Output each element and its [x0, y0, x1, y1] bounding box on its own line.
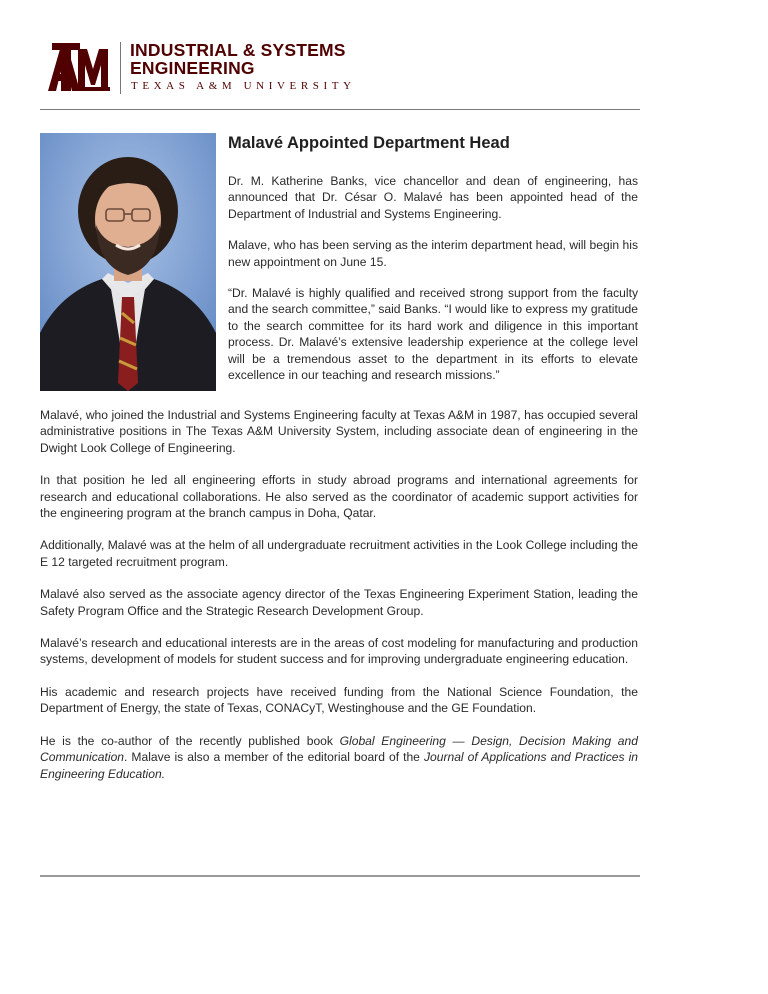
closing-text-part2: . Malave is also a member of the editorial board of the: [124, 750, 424, 765]
article-body: [40, 407, 638, 798]
portrait-image: [40, 133, 216, 391]
portrait-photo: [40, 133, 216, 391]
body-paragraph: In that position he led all engineering efforts in study abroad programs and international agreements for research and educational collaborations. He also served as the coordinator of academic support activities for the engineering program at the branch campus in Doha, Qatar.: [40, 473, 638, 521]
article-title: Malavé Appointed Department Head: [228, 134, 510, 152]
body-paragraph: Additionally, Malavé was at the helm of all undergraduate recruitment activities in the Look College including the E 12 targeted recruitment program.: [40, 538, 638, 569]
page-header: [40, 40, 640, 96]
department-name-line2: ENGINEERING: [130, 58, 255, 78]
intro-paragraph: Dr. M. Katherine Banks, vice chancellor and dean of engineering, has announced that Dr. César O. Malavé has been appointed head of the Department of Industrial and Systems Engineering.: [228, 174, 638, 221]
intro-paragraph: “Dr. Malavé is highly qualified and received strong support from the faculty and the search committee,” said Banks. “I would like to express my gratitude to the search committee for its hard work and diligence in this important process. Dr. Malavé’s extensive leadership experience at the college level will be a tremendous asset to the department in its efforts to elevate excellence in our teaching and research missions.”: [228, 286, 638, 383]
body-paragraph: Malavé’s research and educational interests are in the areas of cost modeling for manufacturing and production systems, development of models for student success and for improving undergraduate engineering education.: [40, 636, 638, 667]
header-divider: [40, 109, 640, 110]
department-name-line1: INDUSTRIAL & SYSTEMS: [130, 40, 346, 60]
journal-title: Journal of Applications and Practices in Engineering Education.: [40, 750, 638, 781]
footer-divider: [40, 875, 640, 877]
body-paragraph: Malavé also served as the associate agency director of the Texas Engineering Experiment Station, leading the Safety Program Office and the Strategic Research Development Group.: [40, 587, 638, 618]
university-name: TEXAS A&M UNIVERSITY: [131, 80, 356, 92]
book-title: Global Engineering — Design, Decision Making and Communication: [40, 733, 638, 765]
registered-mark: ®: [102, 84, 108, 91]
closing-paragraph: [40, 733, 638, 782]
closing-text-part1: He is the co-author of the recently published book: [40, 733, 340, 748]
body-paragraph: Malavé, who joined the Industrial and Systems Engineering faculty at Texas A&M in 1987, has occupied several administrative positions in The Texas A&M University System, including associate dean of engineering in the Dwight Look College of Engineering.: [40, 408, 638, 455]
intro-paragraph: Malave, who has been serving as the interim department head, will begin his new appointment on June 15.: [228, 238, 638, 269]
atm-logo-icon: [46, 43, 110, 93]
body-paragraph: His academic and research projects have received funding from the National Science Foundation, the Department of Energy, the state of Texas, CONACyT, Westinghouse and the GE Foundation.: [40, 684, 638, 716]
logo-divider: [120, 42, 121, 94]
intro-column: [228, 173, 638, 398]
